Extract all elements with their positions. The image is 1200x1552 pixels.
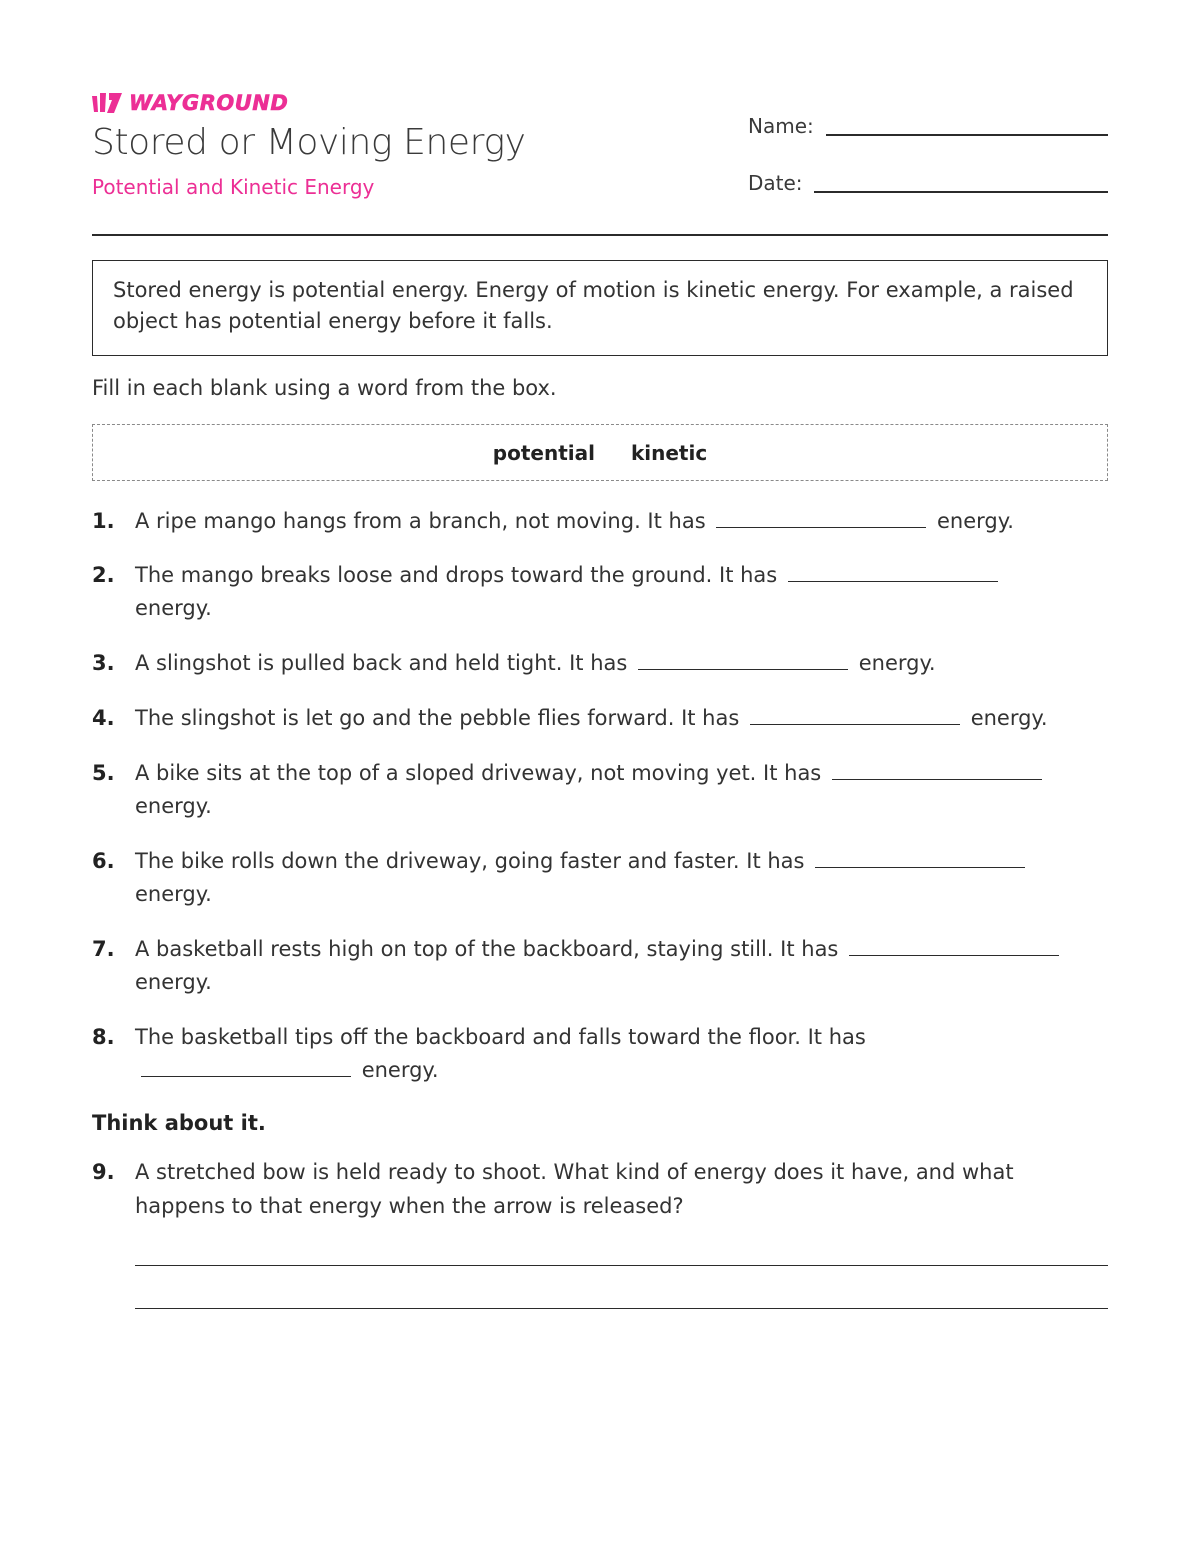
question-text: A ripe mango hangs from a branch, not moving. It has — [135, 509, 706, 533]
name-field — [748, 106, 1108, 138]
written-answer-area — [135, 1265, 1108, 1309]
question-item — [92, 757, 1108, 823]
instructions: Fill in each blank using a word from the box. — [92, 376, 557, 400]
answer-blank[interactable] — [750, 702, 960, 725]
answer-blank[interactable] — [141, 1054, 351, 1077]
question-number: 1. — [92, 509, 115, 533]
question-number: 9. — [92, 1160, 115, 1184]
name-input-line[interactable] — [826, 132, 1108, 136]
think-heading: Think about it. — [92, 1111, 266, 1135]
wayground-logo-icon — [92, 92, 123, 114]
question-item — [92, 933, 1108, 999]
word-bank — [92, 424, 1108, 481]
date-field — [748, 163, 1108, 195]
question-text: The mango breaks loose and drops toward the ground. It has — [135, 563, 778, 587]
question-suffix: energy. — [361, 1058, 439, 1082]
question-text: A basketball rests high on top of the backboard, staying still. It has — [135, 937, 839, 961]
answer-blank[interactable] — [638, 647, 848, 670]
question-number: 4. — [92, 706, 115, 730]
question-text: A slingshot is pulled back and held tight. It has — [135, 651, 628, 675]
answer-blank[interactable] — [849, 933, 1059, 956]
question-suffix: energy. — [135, 970, 212, 994]
question-text: The bike rolls down the driveway, going faster and faster. It has — [135, 849, 805, 873]
intro-box — [92, 260, 1108, 356]
question-text: A stretched bow is held ready to shoot. What kind of energy does it have, and what happens to that energy when the arrow is released? — [135, 1160, 1014, 1218]
answer-blank[interactable] — [788, 559, 998, 582]
question-text: The slingshot is let go and the pebble flies forward. It has — [135, 706, 740, 730]
student-fields — [748, 106, 1108, 195]
answer-line[interactable] — [135, 1308, 1108, 1309]
word-bank-item: potential — [492, 440, 595, 465]
question-item — [92, 702, 1108, 735]
question-number: 3. — [92, 651, 115, 675]
worksheet-header — [92, 88, 1108, 234]
question-number: 5. — [92, 761, 115, 785]
question-item — [92, 559, 1108, 625]
page-subtitle: Potential and Kinetic Energy — [92, 175, 375, 199]
answer-blank[interactable] — [716, 505, 926, 528]
question-item — [92, 1021, 1108, 1087]
question-suffix: energy. — [135, 596, 212, 620]
question-suffix: energy. — [135, 882, 212, 906]
question-item — [92, 1155, 1108, 1223]
date-input-line[interactable] — [814, 189, 1108, 193]
question-number: 7. — [92, 937, 115, 961]
question-suffix: energy. — [135, 794, 212, 818]
question-number: 6. — [92, 849, 115, 873]
answer-blank[interactable] — [832, 757, 1042, 780]
page-title: Stored or Moving Energy — [92, 122, 526, 163]
question-list — [92, 505, 1108, 1087]
question-number: 2. — [92, 563, 115, 587]
question-suffix: energy. — [970, 706, 1048, 730]
worksheet-page — [92, 84, 1108, 1309]
date-label: Date: — [748, 171, 803, 195]
question-item — [92, 647, 1108, 680]
header-divider — [92, 234, 1108, 236]
question-suffix: energy. — [858, 651, 936, 675]
answer-line[interactable] — [135, 1265, 1108, 1266]
brand-logo-text: WAYGROUND — [129, 91, 289, 115]
word-bank-item: kinetic — [630, 440, 708, 465]
question-text: A bike sits at the top of a sloped driveway, not moving yet. It has — [135, 761, 822, 785]
answer-blank[interactable] — [815, 845, 1025, 868]
question-number: 8. — [92, 1025, 115, 1049]
question-item — [92, 845, 1108, 911]
name-label: Name: — [748, 114, 814, 138]
question-text: The basketball tips off the backboard and falls toward the floor. It has — [135, 1025, 866, 1049]
question-item — [92, 505, 1108, 538]
question-suffix: energy. — [937, 509, 1014, 533]
intro-text: Stored energy is potential energy. Energy of motion is kinetic energy. For example, a raised object has potential energy before it falls. — [113, 278, 1074, 333]
